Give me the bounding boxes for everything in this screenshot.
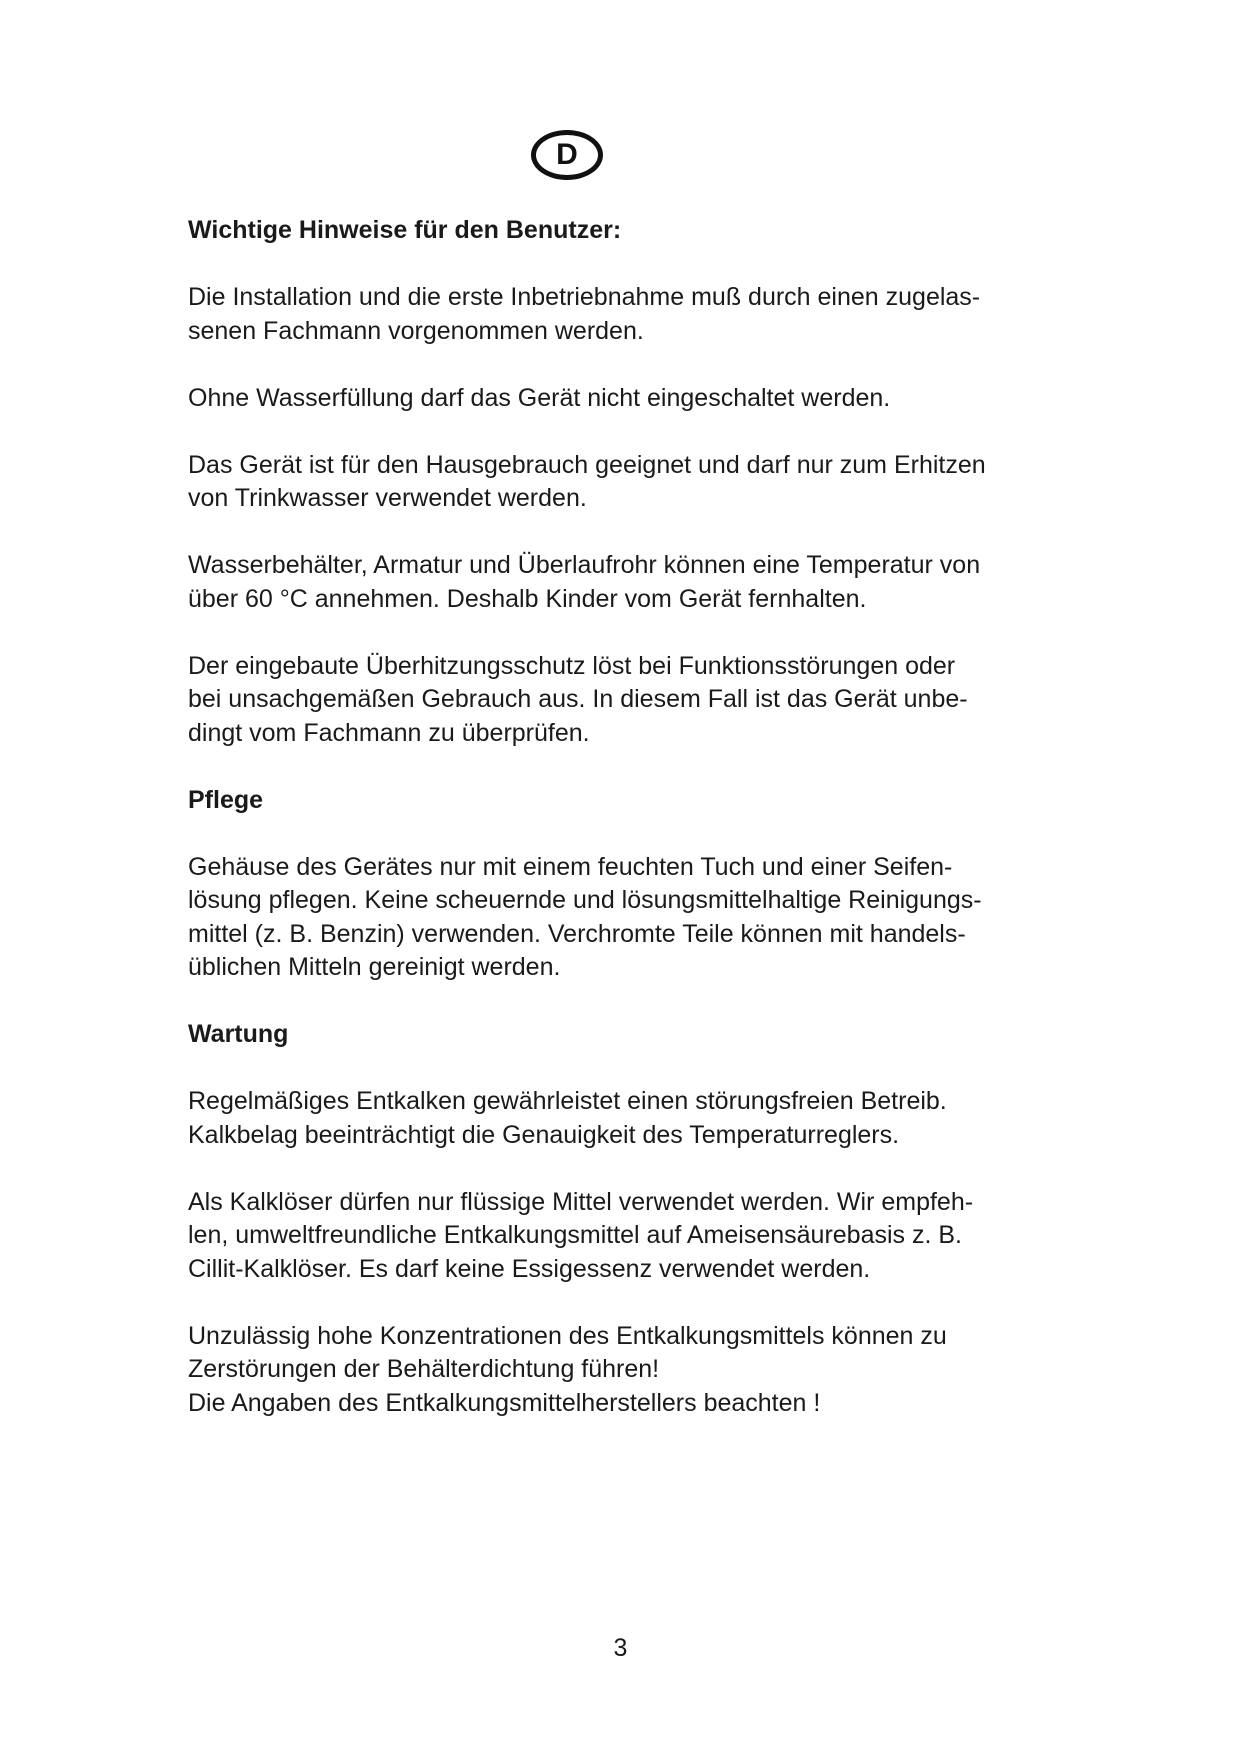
document-body xyxy=(188,214,1043,1420)
text-line: bei unsachgemäßen Gebrauch aus. In diesem Fall ist das Gerät unbe- xyxy=(188,685,968,713)
care-heading: Pflege xyxy=(188,785,264,814)
text-line: Die Angaben des Entkalkungsmittelherstellers beachten ! xyxy=(188,1388,821,1417)
text-line: Als Kalklöser dürfen nur flüssige Mittel verwendet werden. Wir empfeh- xyxy=(188,1187,974,1216)
paragraph-descaling xyxy=(188,1085,1043,1152)
text-line: dingt vom Fachmann zu überprüfen. xyxy=(188,718,590,747)
paragraph-household-use xyxy=(188,449,1043,516)
maintenance-heading: Wartung xyxy=(188,1020,289,1048)
text-line: lösung pflegen. Keine scheuernde und lösungsmittelhaltige Reinigungs- xyxy=(188,886,982,914)
paragraph-water-filling xyxy=(188,382,1043,416)
text-line: Ohne Wasserfüllung darf das Gerät nicht eingeschaltet werden. xyxy=(188,383,891,412)
text-line: Kalkbelag beeinträchtigt die Genauigkeit des Temperaturreglers. xyxy=(188,1120,900,1149)
text-line: Die Installation und die erste Inbetriebnahme muß durch einen zugelas- xyxy=(188,283,981,311)
text-line: Unzulässig hohe Konzentrationen des Entkalkungsmittels können zu xyxy=(188,1321,947,1350)
paragraph-concentration-warning xyxy=(188,1320,1043,1421)
country-code-badge xyxy=(531,130,603,180)
paragraph-overheat-protection xyxy=(188,650,1043,751)
text-line: senen Fachmann vorgenommen werden. xyxy=(188,316,644,345)
text-line: üblichen Mitteln gereinigt werden. xyxy=(188,953,561,981)
page-number: 3 xyxy=(613,1634,628,1662)
text-line: Gehäuse des Gerätes nur mit einem feuchten Tuch und einer Seifen- xyxy=(188,852,953,881)
text-line: mittel (z. B. Benzin) verwenden. Verchromte Teile können mit handels- xyxy=(188,919,966,948)
text-line: Cillit-Kalklöser. Es darf keine Essigessenz verwendet werden. xyxy=(188,1254,871,1283)
text-line: über 60 °C annehmen. Deshalb Kinder vom Gerät fernhalten. xyxy=(188,584,867,613)
country-code-letter: D xyxy=(556,138,578,171)
text-line: von Trinkwasser verwendet werden. xyxy=(188,484,587,512)
text-line: Das Gerät ist für den Hausgebrauch geeignet und darf nur zum Erhitzen xyxy=(188,450,986,479)
paragraph-temperature-warning xyxy=(188,549,1043,616)
text-line: Der eingebaute Überhitzungsschutz löst bei Funktionsstörungen oder xyxy=(188,651,956,680)
text-line: Wasserbehälter, Armatur und Überlaufrohr können eine Temperatur von xyxy=(188,551,981,579)
text-line: len, umweltfreundliche Entkalkungsmittel auf Ameisensäurebasis z. B. xyxy=(188,1221,962,1249)
paragraph-installation xyxy=(188,281,1043,348)
paragraph-care xyxy=(188,851,1043,985)
user-notes-heading: Wichtige Hinweise für den Benutzer: xyxy=(188,216,622,244)
text-line: Zerstörungen der Behälterdichtung führen! xyxy=(188,1355,660,1383)
text-line: Regelmäßiges Entkalken gewährleistet einen störungsfreien Betreib. xyxy=(188,1087,947,1115)
paragraph-descaler-type xyxy=(188,1186,1043,1287)
